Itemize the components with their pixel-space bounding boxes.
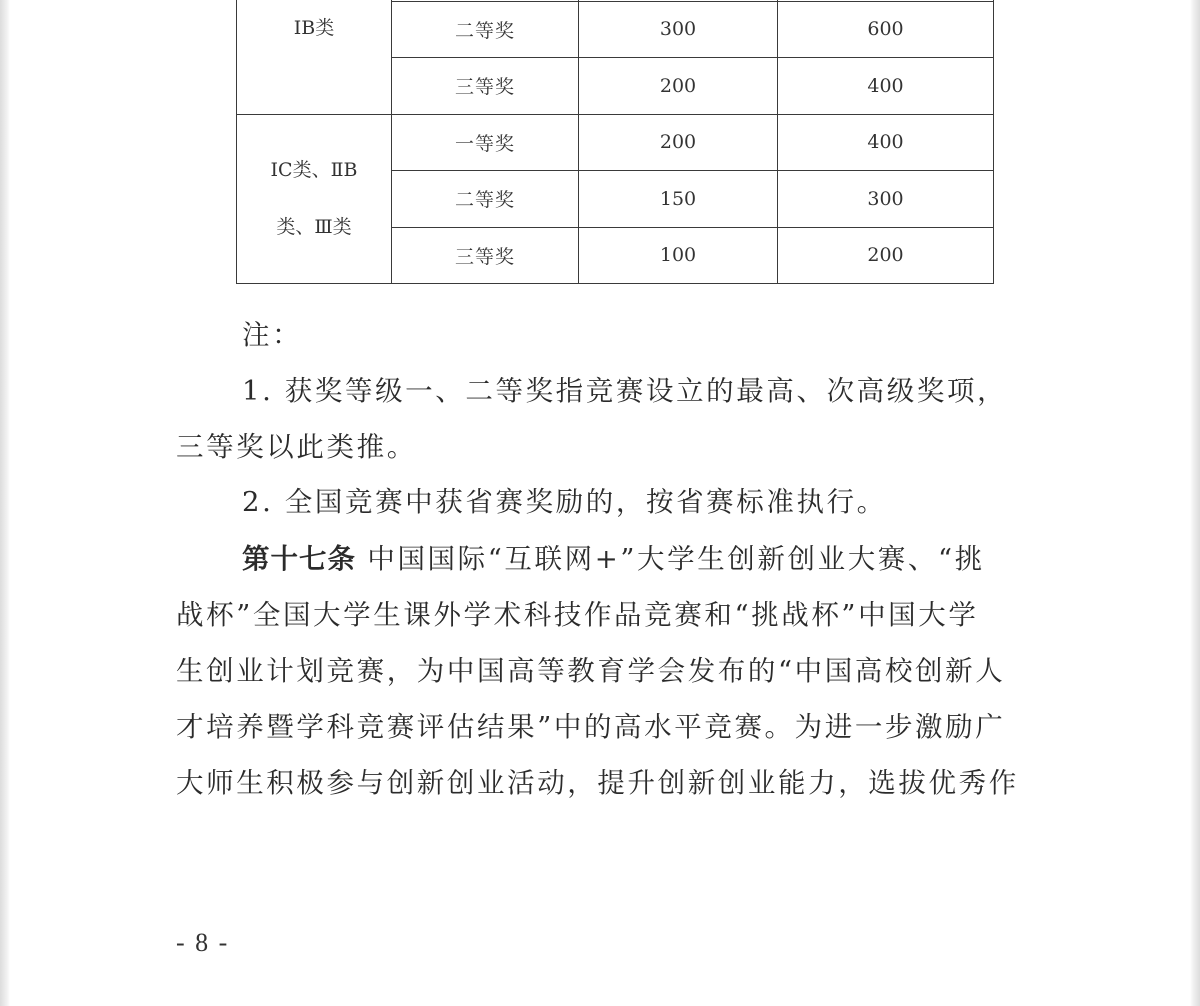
table-cell-value: 300 <box>579 1 778 58</box>
table-cell-value: 400 <box>778 114 994 171</box>
award-table <box>236 0 994 284</box>
notes-heading: 注： <box>242 319 303 351</box>
table-cell-category <box>237 114 392 284</box>
note-1-line-1: 1. 获奖等级一、二等奖指竞赛设立的最高、次高级奖项， <box>242 375 1008 407</box>
table-cell-grade: 二等奖 <box>392 1 579 58</box>
table-cell-value: 100 <box>579 227 778 284</box>
article-17-line-3: 生创业计划竞赛，为中国高等教育学会发布的“中国高校创新人 <box>176 655 1006 687</box>
article-17-line-4: 才培养暨学科竞赛评估结果”中的高水平竞赛。为进一步激励广 <box>176 711 1006 743</box>
table-cell-value: 200 <box>579 58 778 115</box>
article-17-line-5: 大师生积极参与创新创业活动，提升创新创业能力，选拔优秀作 <box>176 767 1019 799</box>
table-cell-value: 150 <box>579 171 778 228</box>
table-cell-value: 400 <box>778 58 994 115</box>
article-17-line-1 <box>242 536 1122 576</box>
page-shadow-left <box>0 0 10 1006</box>
article-17-line-2: 战杯”全国大学生课外学术科技作品竞赛和“挑战杯”中国大学 <box>176 599 979 631</box>
category-label-line2: 类、Ⅲ类 <box>276 215 352 238</box>
article-text: 中国国际“互联网+”大学生创新创业大赛、“挑 <box>367 543 985 575</box>
table-cell-category <box>237 0 392 114</box>
table-cell-grade: 三等奖 <box>392 58 579 115</box>
note-1-line-2: 三等奖以此类推。 <box>176 431 417 463</box>
page-number: - 8 - <box>176 928 230 957</box>
table-cell-grade: 二等奖 <box>392 171 579 228</box>
category-label-line1: ⅠC类、ⅡB <box>270 158 358 181</box>
category-label: ⅠB类 <box>293 17 335 39</box>
table-cell-value: 200 <box>579 114 778 171</box>
table-cell-grade: 一等奖 <box>392 114 579 171</box>
article-title: 第十七条 <box>242 543 356 575</box>
note-2: 2. 全国竞赛中获省赛奖励的，按省赛标准执行。 <box>242 486 887 518</box>
document-page <box>10 0 1190 1006</box>
table-cell-value: 300 <box>778 171 994 228</box>
table-cell-grade: 三等奖 <box>392 227 579 284</box>
table-cell-value: 600 <box>778 1 994 58</box>
page-shadow-right <box>1190 0 1200 1006</box>
table-row <box>237 114 994 171</box>
table-cell-value: 200 <box>778 227 994 284</box>
